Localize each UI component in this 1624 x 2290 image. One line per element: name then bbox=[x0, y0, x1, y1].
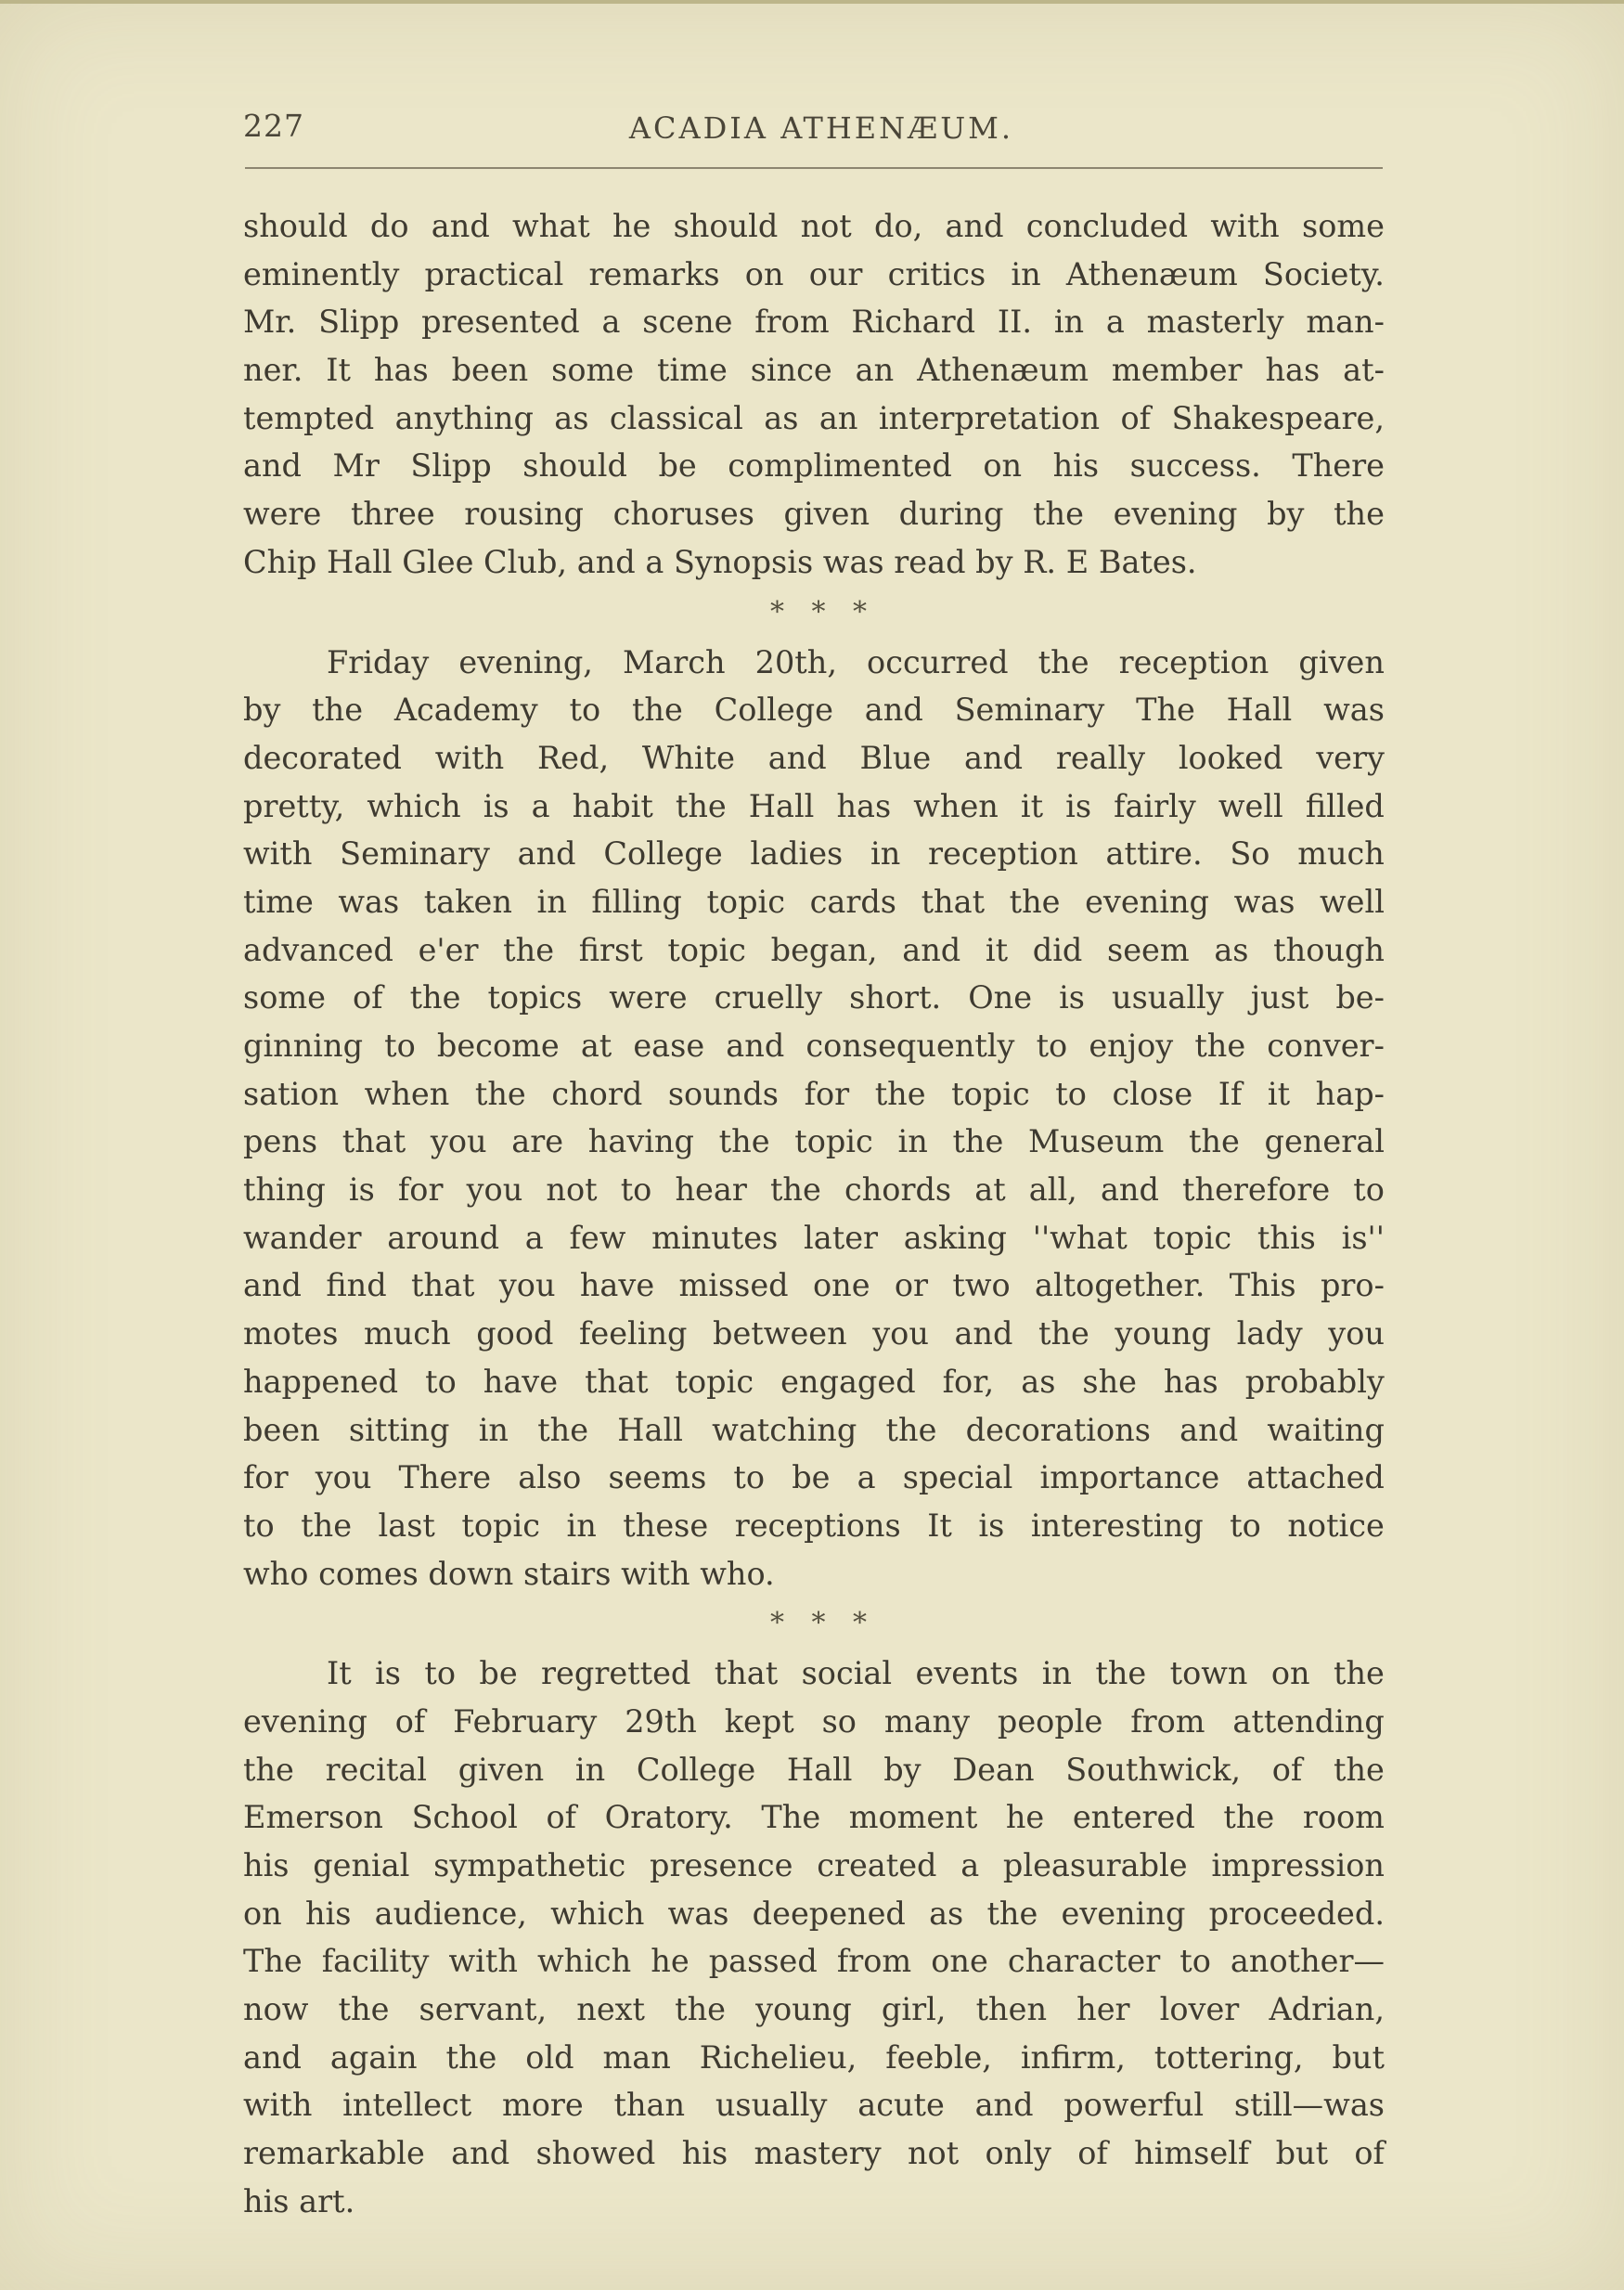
text-line: Mr. Slipp presented a scene from Richard II. in a masterly man- bbox=[243, 304, 1385, 341]
text-line: thing is for you not to hear the chords at all, and therefore to bbox=[243, 1171, 1385, 1209]
text-line: pretty, which is a habit the Hall has when it is fairly well filled bbox=[243, 787, 1385, 824]
text-line: been sitting in the Hall watching the decorations and waiting bbox=[243, 1411, 1385, 1448]
section-separator: * * * bbox=[769, 1607, 877, 1640]
text-line: Friday evening, March 20th, occurred the reception given bbox=[327, 643, 1385, 680]
text-line: for you There also seems to be a special importance attached bbox=[243, 1459, 1385, 1496]
text-line: decorated with Red, White and Blue and really looked very bbox=[243, 739, 1385, 776]
paragraph bbox=[243, 202, 1385, 587]
text-line: happened to have that topic engaged for, as she has probably bbox=[243, 1363, 1385, 1400]
text-line: pens that you are having the topic in the Museum the general bbox=[243, 1123, 1385, 1160]
text-line: some of the topics were cruelly short. One is usually just be- bbox=[243, 979, 1385, 1016]
journal-title: ACADIA ATHENÆUM. bbox=[628, 110, 1014, 146]
text-line: Emerson School of Oratory. The moment he entered the room bbox=[243, 1799, 1385, 1836]
paragraph bbox=[243, 639, 1385, 1598]
text-line: and find that you have missed one or two altogether. This pro- bbox=[243, 1267, 1385, 1304]
running-head bbox=[243, 108, 1383, 163]
text-line: It is to be regretted that social events in the town on the bbox=[327, 1655, 1385, 1692]
text-line: the recital given in College Hall by Dean Southwick, of the bbox=[243, 1751, 1385, 1788]
text-line: wander around a few minutes later asking ''what topic this is'' bbox=[243, 1219, 1385, 1256]
text-line: should do and what he should not do, and concluded with some bbox=[243, 208, 1385, 244]
text-line: his genial sympathetic presence created a pleasurable impression bbox=[243, 1847, 1385, 1883]
text-line: by the Academy to the College and Seminary The Hall was bbox=[243, 692, 1385, 729]
text-line: who comes down stairs with who. bbox=[243, 1555, 775, 1592]
text-line: motes much good feeling between you and the young lady you bbox=[243, 1315, 1385, 1352]
header-rule bbox=[245, 167, 1383, 169]
text-line: and again the old man Richelieu, feeble, infirm, tottering, but bbox=[243, 2038, 1385, 2076]
text-line: remarkable and showed his mastery not only of himself but of bbox=[243, 2135, 1385, 2172]
text-line: ginning to become at ease and consequently to enjoy the conver- bbox=[243, 1028, 1385, 1064]
text-line: Chip Hall Glee Club, and a Synopsis was read by R. E Bates. bbox=[243, 543, 1197, 580]
text-line: his art. bbox=[243, 2182, 355, 2219]
text-line: on his audience, which was deepened as the evening proceeded. bbox=[243, 1895, 1385, 1932]
text-line: advanced e'er the first topic began, and it did seem as though bbox=[243, 931, 1385, 968]
text-line: and Mr Slipp should be complimented on his success. There bbox=[243, 447, 1385, 485]
text-line: tempted anything as classical as an interpretation of Shakespeare, bbox=[243, 399, 1385, 436]
article-body bbox=[243, 202, 1385, 2226]
text-line: The facility with which he passed from one character to another— bbox=[243, 1943, 1385, 1980]
text-line: with intellect more than usually acute and powerful still—was bbox=[243, 2087, 1385, 2124]
page-top-edge bbox=[0, 0, 1624, 4]
paragraph bbox=[243, 1650, 1385, 2225]
section-separator: * * * bbox=[769, 595, 877, 628]
text-line: sation when the chord sounds for the topic to close If it hap- bbox=[243, 1075, 1385, 1112]
text-line: to the last topic in these receptions It is interesting to notice bbox=[243, 1507, 1385, 1544]
text-line: time was taken in filling topic cards that the evening was well bbox=[243, 883, 1385, 920]
text-line: were three rousing choruses given during the evening by the bbox=[243, 496, 1385, 533]
text-line: evening of February 29th kept so many people from attending bbox=[243, 1702, 1385, 1740]
text-line: now the servant, next the young girl, then her lover Adrian, bbox=[243, 1991, 1385, 2028]
page-number: 227 bbox=[243, 108, 304, 144]
text-line: ner. It has been some time since an Athenæum member has at- bbox=[243, 352, 1385, 389]
text-line: eminently practical remarks on our critics in Athenæum Society. bbox=[243, 255, 1385, 292]
text-line: with Seminary and College ladies in reception attire. So much bbox=[243, 835, 1385, 873]
